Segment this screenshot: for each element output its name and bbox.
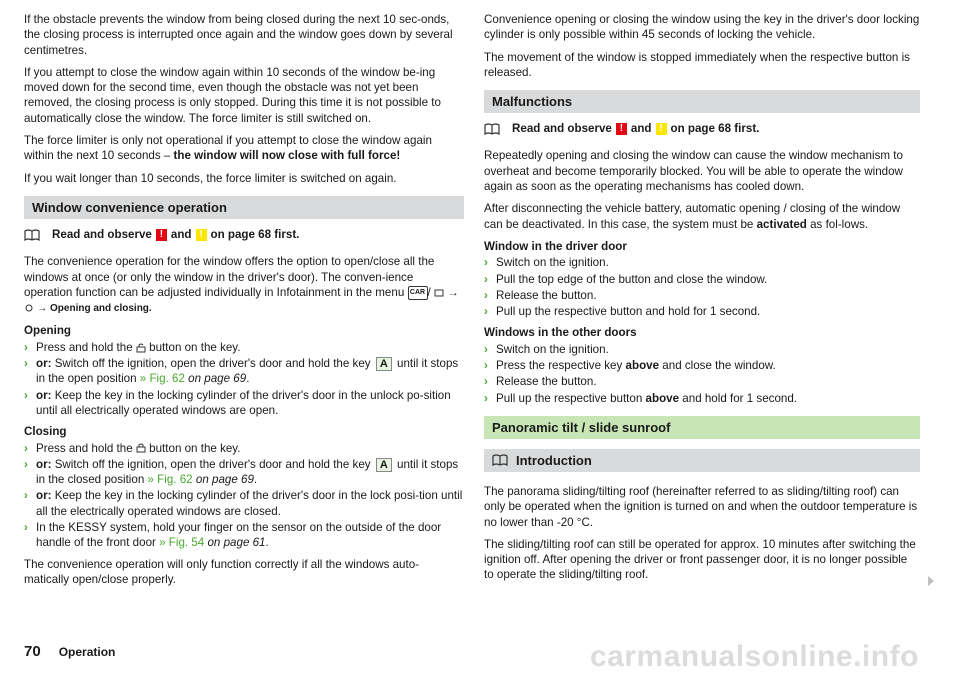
step-arrow-icon: › — [24, 388, 28, 402]
step-arrow-icon: › — [484, 391, 488, 405]
driver-door-steps — [484, 255, 920, 319]
step-arrow-icon: › — [24, 489, 28, 503]
list-item: › Press and hold the button on the key. — [24, 340, 241, 354]
list-item: › In the KESSY system, hold your finger on the sensor on the outside of the door handle of the front door » Fig. 54 on page 61. — [24, 521, 442, 550]
step-arrow-icon: › — [24, 521, 28, 535]
opening-steps — [24, 340, 464, 418]
step-arrow-icon: › — [484, 342, 488, 356]
step-arrow-icon: › — [24, 441, 28, 455]
step-arrow-icon: › — [484, 272, 488, 286]
left-column — [24, 12, 464, 594]
book-icon — [484, 123, 500, 135]
list-item: › Pull up the respective button and hold for 1 second. — [484, 305, 761, 319]
chapter-label: Operation — [58, 645, 116, 659]
lock-icon — [136, 443, 146, 453]
read-and-observe: Read and observe ! and ! on page 68 first. — [24, 227, 464, 242]
figure-link[interactable]: » Fig. 62 — [147, 473, 193, 487]
section-heading-sunroof: Panoramic tilt / slide sunroof — [484, 416, 920, 439]
paragraph: The convenience operation will only function correctly if all the windows auto-matically open/close properly. — [24, 557, 420, 586]
list-item: › Release the button. — [484, 288, 597, 302]
gear-icon — [24, 303, 34, 313]
list-item: › Switch on the ignition. — [484, 342, 609, 356]
paragraph: Convenience opening or closing the window using the key in the driver's door locking cylinder is only possible within 45 seconds of locking the vehicle. — [484, 13, 920, 42]
figure-link[interactable]: » Fig. 54 — [159, 536, 205, 550]
paragraph: Repeatedly opening and closing the window can cause the window mechanism to overheat and become temporarily blocked. You will be able to operate the window again as soon as the operating mechanisms has cooled down. — [484, 149, 903, 194]
key-label: A — [376, 458, 392, 472]
warning-text: the window will now close with full force! — [173, 149, 401, 163]
paragraph: If you attempt to close the window again within 10 seconds of the window be-ing moved down for the second time, even though the obstacle was not yet been removed, the closing process is only stopped. During this time it is not possible to automatically close the window. The force limiter is still switched on. — [24, 65, 441, 125]
other-doors-steps — [484, 342, 920, 406]
section-heading-malfunctions: Malfunctions — [484, 90, 920, 113]
list-item: › Release the button. — [484, 375, 597, 389]
book-icon — [492, 454, 508, 466]
warning-red-icon: ! — [616, 123, 627, 135]
list-item: › Switch on the ignition. — [484, 256, 609, 270]
subheading-opening: Opening — [24, 324, 72, 338]
step-arrow-icon: › — [484, 305, 488, 319]
warning-yellow-icon: ! — [656, 123, 667, 135]
page-number: 70 — [24, 643, 41, 660]
paragraph: After disconnecting the vehicle battery, automatic opening / closing of the window can be deactivated. In this case, the system must be activated as fol-lows. — [484, 202, 901, 231]
subheading-other-doors: Windows in the other doors — [484, 326, 637, 340]
list-item: › Press the respective key above and close the window. — [484, 359, 776, 373]
list-item: › or: Keep the key in the locking cylinder of the driver's door in the lock posi-tion until all the electrically operated windows are closed. — [24, 489, 463, 518]
figure-link[interactable]: » Fig. 62 — [139, 372, 185, 386]
continue-arrow-icon — [928, 576, 934, 586]
subheading-closing: Closing — [24, 425, 67, 439]
paragraph: The movement of the window is stopped immediately when the respective button is released. — [484, 50, 910, 79]
key-label: A — [376, 357, 392, 371]
paragraph: The force limiter is only not operational if you attempt to close the window again within the next 10 seconds – the window will now close with full force! — [24, 134, 432, 163]
step-arrow-icon: › — [484, 256, 488, 270]
list-item: › Press and hold the button on the key. — [24, 441, 241, 455]
list-item: › or: Switch off the ignition, open the driver's door and hold the key A until it stops in the open position » Fig. 62 on page 69. — [24, 357, 459, 386]
closing-steps — [24, 441, 464, 551]
step-arrow-icon: › — [24, 357, 28, 371]
unlock-icon — [136, 343, 146, 353]
car-menu-icon: CAR — [408, 286, 428, 300]
paragraph: If the obstacle prevents the window from being closed during the next 10 sec-onds, the closing process is interrupted once again and the window goes down by several centimetres. — [24, 13, 453, 57]
step-arrow-icon: › — [24, 340, 28, 354]
warning-red-icon: ! — [156, 229, 167, 241]
list-item: › Pull up the respective button above and hold for 1 second. — [484, 391, 798, 405]
section-heading-introduction: Introduction — [484, 449, 920, 472]
list-item: › or: Switch off the ignition, open the driver's door and hold the key A until it stops in the closed position » Fig. 62 on page 69. — [24, 457, 459, 487]
paragraph: The convenience operation for the window offers the option to open/close all the windows at once (or only the window in the driver's door). The conven-ience operation function can be adjusted individually in Infotainment in the menu CAR / → → Opening and closing. — [24, 255, 459, 315]
right-column — [484, 12, 920, 590]
step-arrow-icon: › — [24, 457, 28, 471]
paragraph: The sliding/tilting roof can still be operated for approx. 10 minutes after switching the ignition off. After opening the driver or front passenger door, it is no longer possible to operate the sliding/tilting roof. — [484, 537, 916, 582]
settings-icon — [434, 288, 444, 298]
page-footer — [24, 643, 115, 660]
watermark: carmanualsonline.info — [590, 640, 919, 673]
subheading-driver-door: Window in the driver door — [484, 239, 627, 253]
menu-path: → Opening and closing. — [37, 303, 152, 315]
book-icon — [24, 229, 40, 241]
step-arrow-icon: › — [484, 375, 488, 389]
warning-yellow-icon: ! — [196, 229, 207, 241]
section-heading-window-convenience: Window convenience operation — [24, 196, 464, 219]
step-arrow-icon: › — [484, 359, 488, 373]
list-item: › or: Keep the key in the locking cylinder of the driver's door in the unlock po-sition until all electrically operated windows are open. — [24, 388, 451, 417]
read-and-observe: Read and observe ! and ! on page 68 first. — [484, 121, 920, 136]
paragraph: If you wait longer than 10 seconds, the force limiter is switched on again. — [24, 171, 397, 185]
paragraph: The panorama sliding/tilting roof (hereinafter referred to as sliding/tilting roof) can only be operated when the ignition is turned on and when the outdoor temperature is no lower than -20 °C. — [484, 484, 918, 529]
step-arrow-icon: › — [484, 288, 488, 302]
list-item: › Pull the top edge of the button and close the window. — [484, 272, 768, 286]
